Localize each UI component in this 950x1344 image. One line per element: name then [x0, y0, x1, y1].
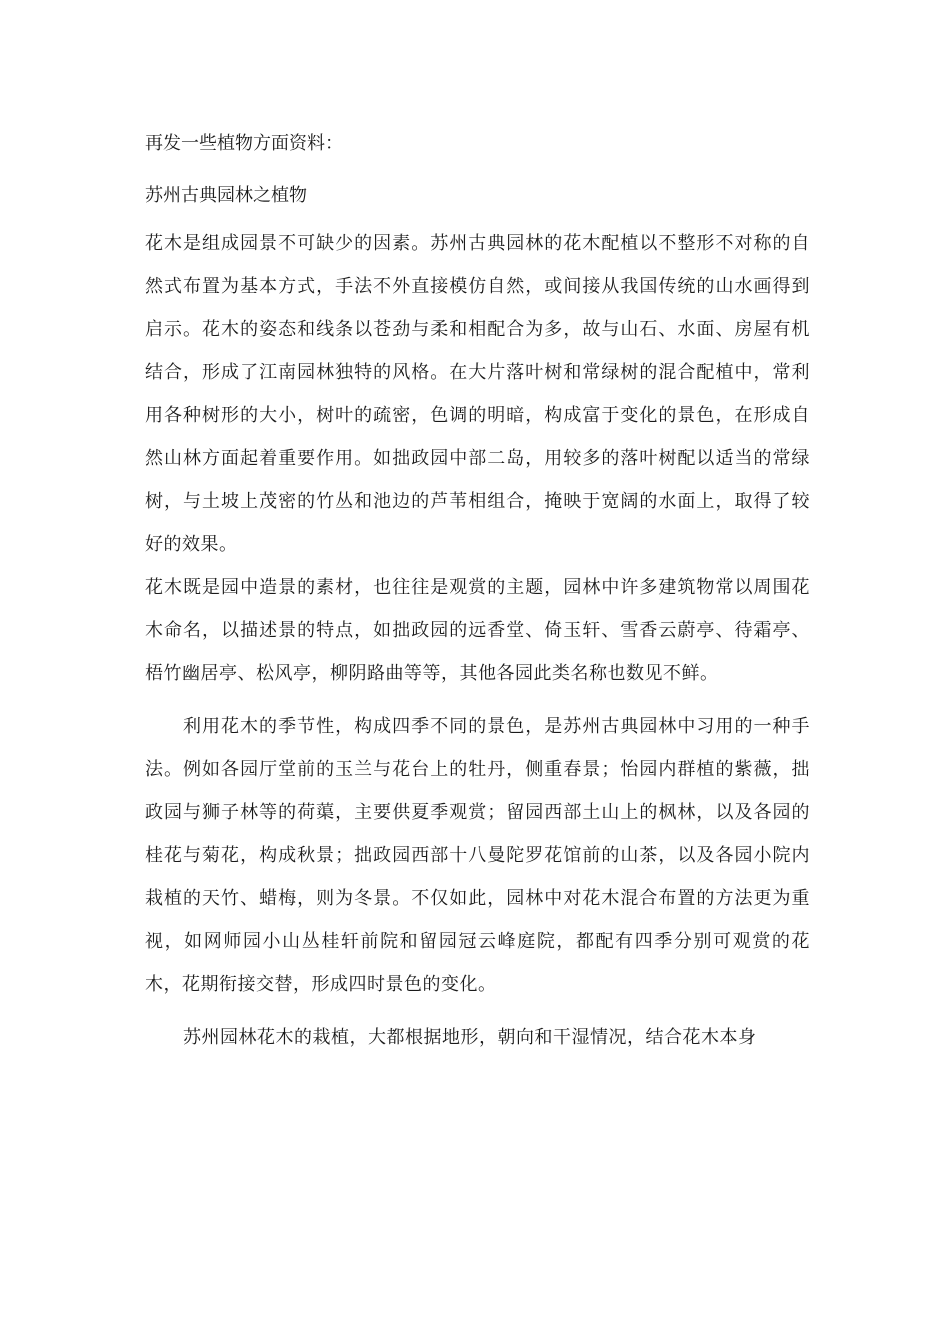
intro-line: 再发一些植物方面资料： [145, 133, 343, 154]
paragraph-3: 利用花木的季节性，构成四季不同的景色，是苏州古典园林中习用的一种手法。例如各园厅堂前的玉兰与花台上的牡丹，侧重春景；怡园内群植的紫薇，拙政园与狮子林等的荷蕖，主要供夏季观赏；留园西部土山上的枫林，以及各园的桂花与菊花，构成秋景；拙政园西部十八曼陀罗花馆前的山茶，以及各园小院内栽植的天竹、蜡梅，则为冬景。不仅如此，园林中对花木混合布置的方法更为重视，如网师园小山丛桂轩前院和留园冠云峰庭院，都配有四季分别可观赏的花木，花期衔接交替，形成四时景色的变化。 [145, 716, 810, 995]
paragraph-2: 花木既是园中造景的素材，也往往是观赏的主题，园林中许多建筑物常以周围花木命名，以描述景的特点，如拙政园的远香堂、倚玉轩、雪香云蔚亭、待霜亭、梧竹幽居亭、松风亭，柳阴路曲等等，其他各园此类名称也数见不鲜。 [145, 577, 810, 684]
paragraph-1: 花木是组成园景不可缺少的因素。苏州古典园林的花木配植以不整形不对称的自然式布置为基本方式，手法不外直接模仿自然，或间接从我国传统的山水画得到启示。花木的姿态和线条以苍劲与柔和相配合为多，故与山石、水面、房屋有机结合，形成了江南园林独特的风格。在大片落叶树和常绿树的混合配植中，常利用各种树形的大小，树叶的疏密，色调的明暗，构成富于变化的景色，在形成自然山林方面起着重要作用。如拙政园中部二岛，用较多的落叶树配以适当的常绿树，与土坡上茂密的竹丛和池边的芦苇相组合，掩映于宽阔的水面上，取得了较好的效果。 [145, 233, 810, 555]
document-title: 苏州古典园林之植物 [145, 185, 307, 206]
document-body [145, 118, 810, 1059]
paragraph-4: 苏州园林花木的栽植，大都根据地形，朝向和干湿情况，结合花木本身 [183, 1027, 757, 1048]
